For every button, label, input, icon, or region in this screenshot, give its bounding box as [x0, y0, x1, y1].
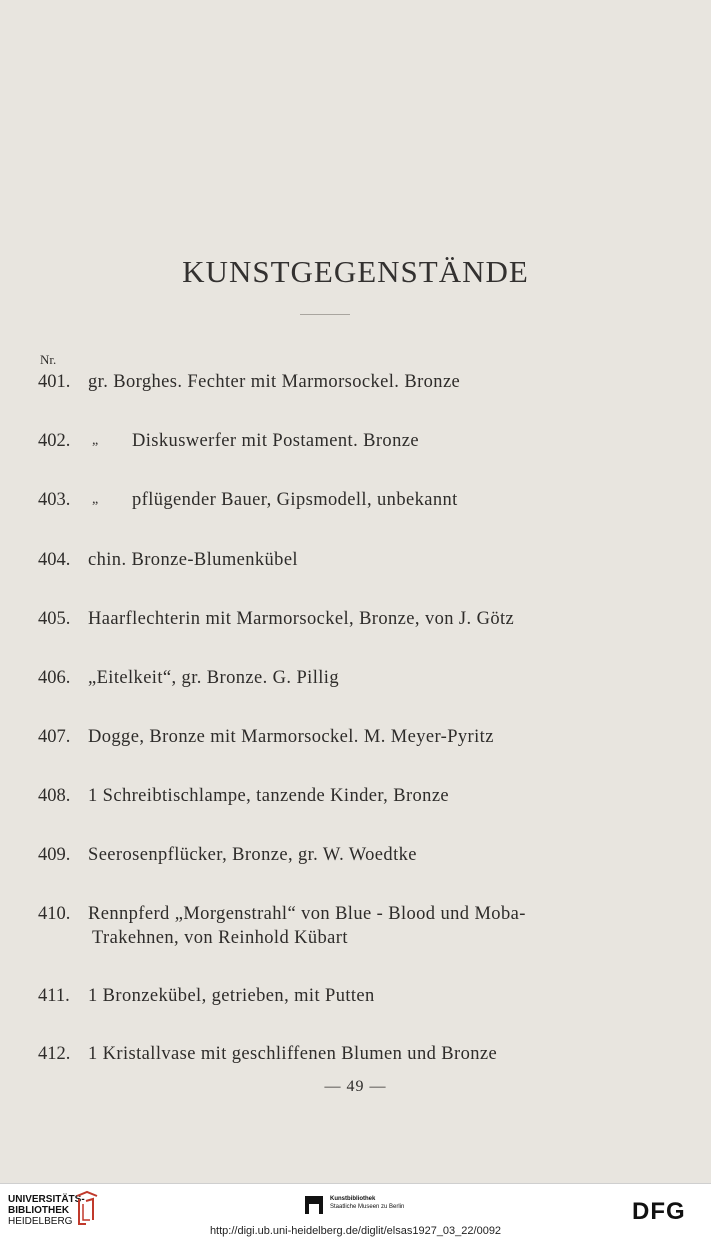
uni-heidelberg-label[interactable]	[8, 1194, 128, 1227]
entry-number: 404.	[38, 550, 71, 570]
entry-number: 403.	[38, 490, 71, 510]
kb-line-2: Staatliche Museen zu Berlin	[330, 1204, 405, 1210]
entry-number: 405.	[38, 609, 71, 629]
ditto-mark: „	[92, 492, 99, 507]
entry-text: 1 Kristallvase mit geschliffenen Blumen und Bronze	[88, 1044, 498, 1064]
entry-number: 412.	[38, 1044, 71, 1064]
ditto-mark: „	[92, 433, 99, 448]
entry-number: 408.	[38, 786, 71, 806]
kunstbibliothek-label[interactable]	[330, 1195, 404, 1211]
title-divider	[300, 314, 350, 315]
entry-number: 406.	[38, 668, 71, 688]
entry-text: Rennpferd „Morgenstrahl“ von Blue - Blood und Moba-	[88, 904, 526, 924]
entry-number: 401.	[38, 372, 71, 392]
entry-text: 1 Bronzekübel, getrieben, mit Putten	[88, 986, 375, 1006]
uni-line-2: BIBLIOTHEK	[8, 1205, 70, 1216]
entry-text: chin. Bronze-Blumenkübel	[88, 550, 298, 570]
page-title: KUNSTGEGENSTÄNDE	[182, 254, 529, 289]
uni-line-1: UNIVERSITÄTS-	[8, 1194, 85, 1205]
number-column-header: Nr.	[40, 352, 57, 367]
dfg-logo[interactable]: DFG	[632, 1198, 686, 1225]
entry-number: 410.	[38, 904, 71, 924]
entry-number: 409.	[38, 845, 71, 865]
entry-text: Seerosenpflücker, Bronze, gr. W. Woedtke	[88, 845, 417, 865]
page-number: — 49 —	[324, 1078, 387, 1095]
entry-text: gr. Borghes. Fechter mit Marmorsockel. Bronze	[88, 372, 461, 392]
entry-number: 407.	[38, 727, 71, 747]
entry-text: Dogge, Bronze mit Marmorsockel. M. Meyer-Pyritz	[88, 727, 494, 747]
permalink-url[interactable]: http://digi.ub.uni-heidelberg.de/diglit/elsas1927_03_22/0092	[209, 1225, 502, 1237]
entry-text: Haarflechterin mit Marmorsockel, Bronze, von J. Götz	[88, 609, 515, 629]
entry-text: „Eitelkeit“, gr. Bronze. G. Pillig	[88, 668, 339, 688]
kb-line-1: Kunstbibliothek	[330, 1196, 376, 1202]
kunstbibliothek-logo-icon	[303, 1194, 325, 1216]
entry-text-continued: Trakehnen, von Reinhold Kübart	[92, 928, 348, 948]
viewer-footer	[0, 1183, 711, 1237]
entry-number: 402.	[38, 431, 71, 451]
entry-text: 1 Schreibtischlampe, tanzende Kinder, Bronze	[88, 786, 450, 806]
uni-heidelberg-logo-icon	[74, 1190, 100, 1228]
uni-line-3: HEIDELBERG	[8, 1216, 73, 1227]
entry-number: 411.	[38, 986, 70, 1006]
entry-text: pflügender Bauer, Gipsmodell, unbekannt	[132, 490, 458, 510]
entry-text: Diskuswerfer mit Postament. Bronze	[132, 431, 419, 451]
